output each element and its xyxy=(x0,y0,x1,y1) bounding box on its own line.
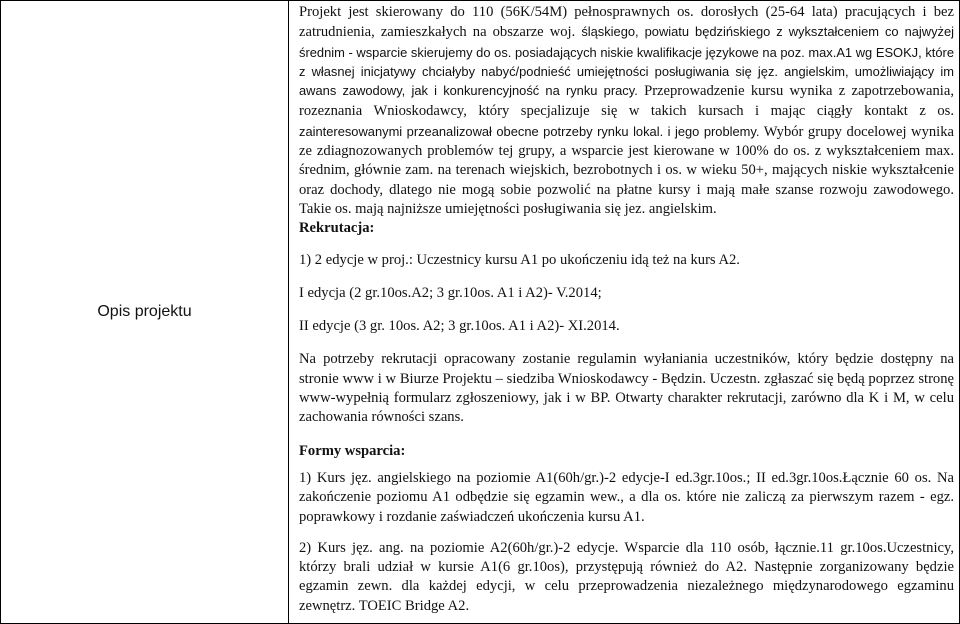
intro-text-6: w wieku 50+, mających niskie wykształcenie oraz dochody, dlatego nie mogą sobie pozwolić na płatne kursy i mają małe szanse rozwoju zawodowego. Takie os. mają najniższe umiejętności posługiwania się jez. angielskim. xyxy=(299,162,954,217)
recruitment-edition-2: II edycje (3 gr. 10os. A2; 3 gr.10os. A1 i A2)- XI.2014. xyxy=(299,318,620,335)
table-row xyxy=(1,1,960,624)
intro-text-2: śląskiego, powiatu będzińskiego z wykształceniem co najwyżej średnim - wsparcie skierujemy do os. posiadających niskie kwalifikacje językowe na poz. max.A1 wg ESOKJ, które z własnej inicjatywy chciałyby nabyć/podnieść umiejętności posługiwania się jęz. angielskim, umożliwiający im awans zawodowy, jak i konkurencyjność na rynku pracy. xyxy=(299,24,955,99)
intro-text-5: Wybór grupy docelowej wynika ze zdiagnozowanych problemów tej grupy, a wsparcie jest kierowane w 100% do os. z wykształceniem max. średnim, głównie zam. na terenach wiejskich, bezrobotnych i os. xyxy=(299,123,954,179)
recruitment-rules: Na potrzeby rekrutacji opracowany zostanie regulamin wyłaniania uczestników, który będzie dostępny na stronie www i w Biurze Projektu – siedziba Wnioskodawcy - Będzin. Uczestn. zgłaszać się będą poprzez stronę www-wypełnią formularz zgłoszeniowy, jak i w BP. Otwarty charakter rekrutacji, zarówno dla K i M, w celu zachowania równości szans. xyxy=(299,351,954,426)
section-content xyxy=(289,1,960,624)
support-heading: Formy wsparcia: xyxy=(299,442,406,459)
recruitment-edition-1: I edycja (2 gr.10os.A2; 3 gr.10os. A1 i A2)- V.2014; xyxy=(299,284,602,301)
support-item-1: 1) Kurs jęz. angielskiego na poziomie A1(60h/gr.)-2 edycje-I ed.3gr.10os.; II ed.3gr.10os.Łącznie 60 os. Na zakończenie poziomu A1 odbędzie się egzamin wew., a dla os. które nie zaliczą za pierwszym razem - egz. poprawkowy i rozdanie zaświadczeń ukończenia kursu A1. xyxy=(299,469,954,525)
support-item-2: 2) Kurs jęz. ang. na poziomie A2(60h/gr.)-2 edycje. Wsparcie dla 110 osób, łącznie.11 gr.10os.Uczestnicy, którzy brali udział w kursie A1(6 gr.10os), przystępują również do A2. Następnie zorganizowany będzie egzamin zewn. dla każdej edycji, w celu przeprowadzenia niezależnego międzynarodowego egzaminu zewnętrz. TOEIC Bridge A2. xyxy=(299,539,954,614)
intro-paragraph xyxy=(299,3,954,219)
section-label: Opis projektu xyxy=(1,1,289,624)
intro-text-4: zainteresowanymi przeanalizował obecne potrzeby rynku lokal. i jego problemy. xyxy=(299,123,760,139)
intro-text-1: Projekt jest skierowany do 110 (56K/54M) pełnosprawnych os. dorosłych (25-64 lata) pracujących i bez zatrudnienia, zamieszkałych na obszarze woj. xyxy=(299,4,954,41)
recruitment-editions: 1) 2 edycje w proj.: Uczestnicy kursu A1 po ukończeniu idą też na kurs A2. xyxy=(299,251,740,268)
recruitment-heading: Rekrutacja: xyxy=(299,220,375,237)
intro-text-3: Przeprowadzenie kursu wynika z zapotrzebowania, rozeznania Wnioskodawcy, który specjalizuje się w takich kursach i mając ciągły kontakt z os. xyxy=(299,83,954,120)
